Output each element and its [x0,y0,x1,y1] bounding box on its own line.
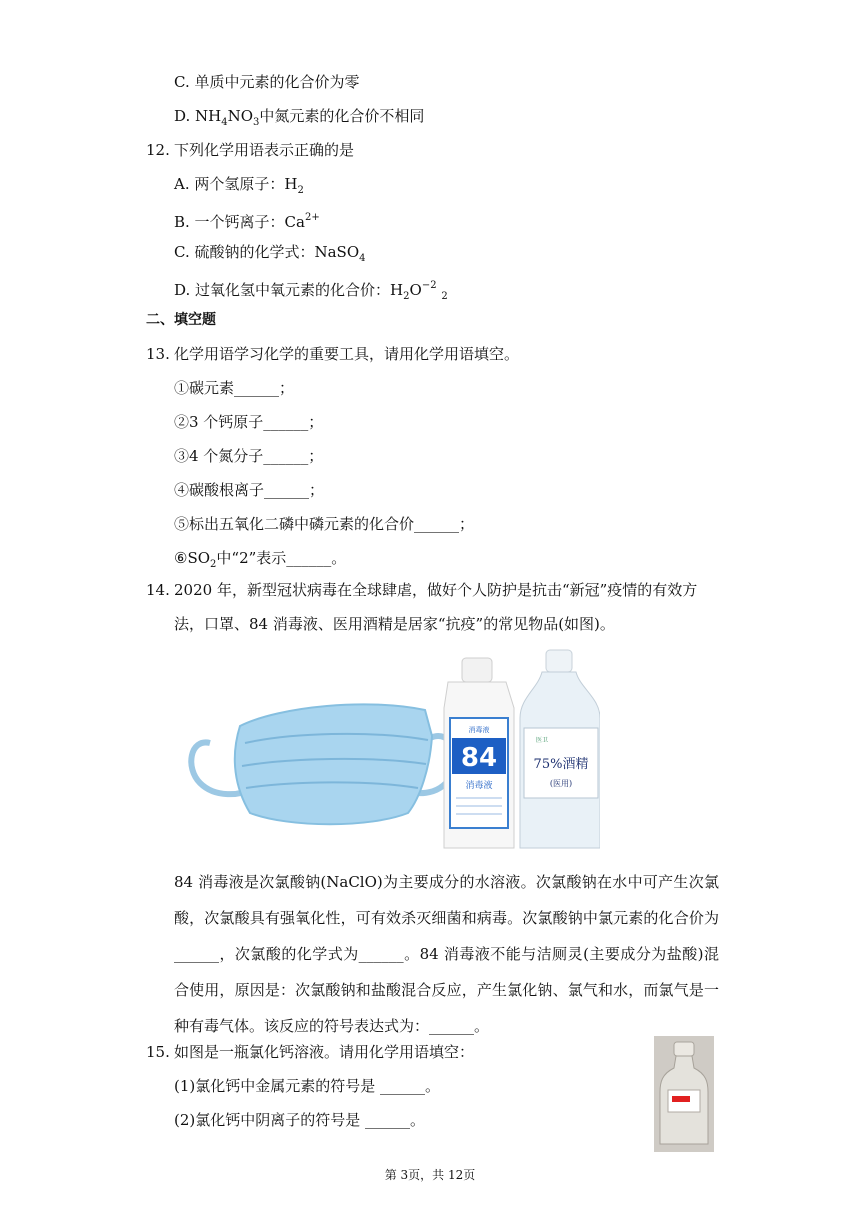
q12-option-c: C. 硫酸钠的化学式：NaSO$_4$ [174,243,366,264]
q13-item-5: ⑤标出五氧化二磷中磷元素的化合价______； [174,515,475,533]
q13-item-1: ①碳元素______； [174,379,295,397]
svg-text:消毒液: 消毒液 [468,726,490,734]
svg-text:75%酒精: 75%酒精 [533,757,589,772]
svg-text:(医用): (医用) [549,779,573,788]
q15-stem: 15. 如图是一瓶氯化钙溶液。请用化学用语填空： [146,1043,475,1061]
q14-illustration [180,648,600,858]
page-footer: 第 3页，共 12页 [384,1168,476,1182]
svg-text:医卫: 医卫 [536,737,549,744]
q12-stem: 12. 下列化学用语表示正确的是 [146,141,355,159]
q11-option-d: D. $NH_4NO_3$中氮元素的化合价不相同 [174,107,425,128]
q12-option-a: A. 两个氢原子：$H_2$ [174,175,304,196]
medical-alcohol-bottle [520,650,600,848]
q13-stem: 13. 化学用语学习化学的重要工具，请用化学用语填空。 [146,345,520,363]
disinfectant-84-bottle [444,658,514,848]
q14-paragraph: 84 消毒液是次氯酸钠(NaClO)为主要成分的水溶液。次氯酸钠在水中可产生次氯酸，次氯酸具有强氧化性，可有效杀灭细菌和病毒。次氯酸钠中氯元素的化合价为______，次氯酸的化学式为______。84 消毒液不能与洁厕灵(主要成分为盐酸)混合使用，原因是：次氯酸钠和盐酸混合反应，产生氯化钠、氯气和水，而氯气是一种有毒气体。该反应的符号表达式为：______。 [174,873,719,1035]
svg-text:消毒液: 消毒液 [465,781,493,791]
q11-option-c: C. 单质中元素的化合价为零 [174,73,360,91]
q12-option-b: B. 一个钙离子：$Ca^{2+}$ [174,212,320,231]
calcium-chloride-bottle-image [654,1036,714,1152]
q13-item-4: ④碳酸根离子______； [174,481,325,499]
q13-item-2: ②3 个钙原子______； [174,413,324,431]
svg-text:84: 84 [460,743,498,773]
q12-option-d: D. 过氧化氢中氧元素的化合价：$H_2O^{-2}$ $_2$ [174,280,448,302]
q13-item-3: ③4 个氮分子______； [174,447,324,465]
face-mask-image [191,704,455,824]
section-heading: 二、填空题 [146,312,216,328]
q15-sub-2: (2)氯化钙中阴离子的符号是 ______。 [174,1111,426,1129]
q15-sub-1: (1)氯化钙中金属元素的符号是 ______。 [174,1077,441,1095]
q13-item-6: $⑥SO_2$中“2”表示______。 [174,549,347,570]
q14-stem-line1: 14. 2020 年，新型冠状病毒在全球肆虐，做好个人防护是抗击“新冠”疫情的有效方 [146,581,698,599]
q14-stem-line2: 法，口罩、84 消毒液、医用酒精是居家“抗疫”的常见物品(如图)。 [174,615,615,633]
